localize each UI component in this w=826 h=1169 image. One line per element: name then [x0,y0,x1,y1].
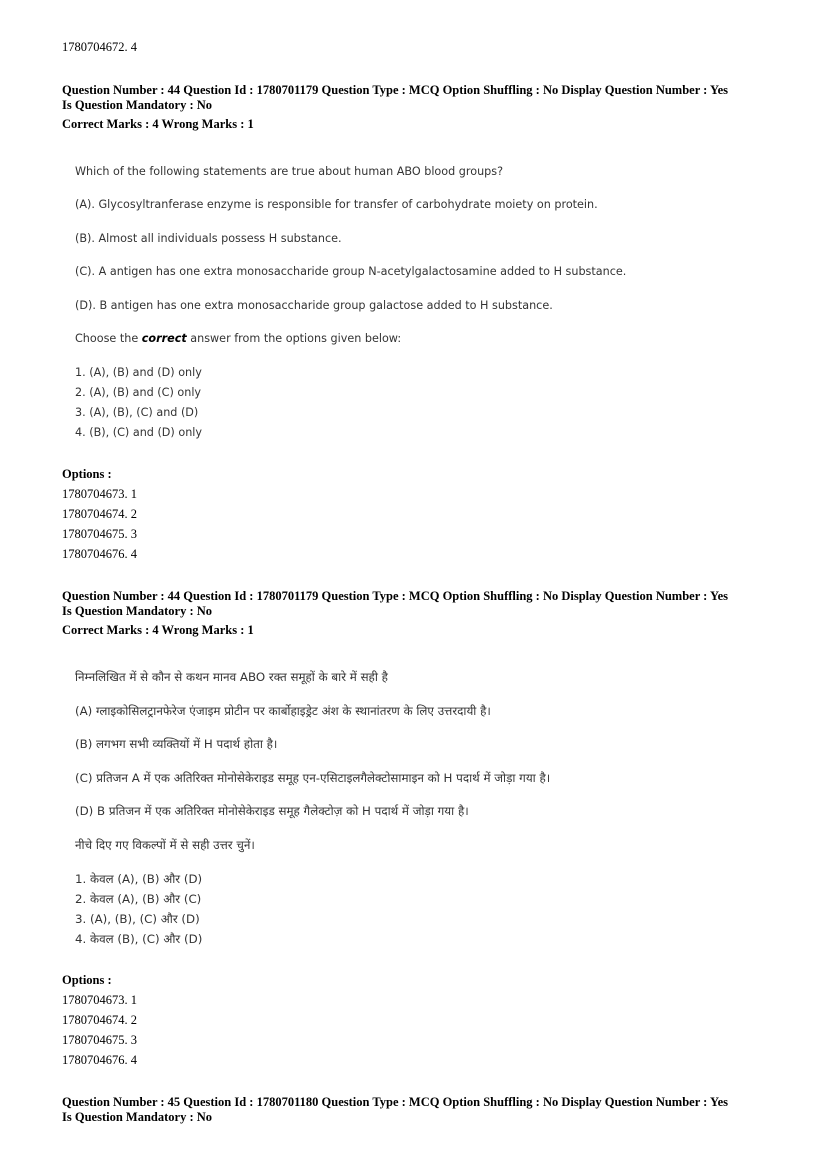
option-line: 1780704675. 3 [62,527,137,541]
option-line: 1780704676. 4 [62,1053,137,1067]
statement-c: (C) प्रतिजन A में एक अतिरिक्त मोनोसेकेराइड समूह एन-एसिटाइलगैलेक्टोसामाइन को H पदार्थ में जोड़ा गया है। [75,771,551,785]
choose-text-before: Choose the [75,332,142,345]
question-prompt: Which of the following statements are true about human ABO blood groups? [75,165,504,178]
question-prompt: निम्नलिखित में से कौन से कथन मानव ABO रक्त समूहों के बारे में सही है [75,670,388,684]
question-mandatory: Is Question Mandatory : No [62,604,213,618]
marks-line: Correct Marks : 4 Wrong Marks : 1 [62,117,254,131]
statement-d: (D). B antigen has one extra monosaccharide group galactose added to H substance. [75,299,553,312]
choose-text-after: answer from the options given below: [186,332,402,345]
option-line: 1780704675. 3 [62,1033,137,1047]
answer-choice-1: 1. केवल (A), (B) और (D) [75,872,203,886]
answer-choice-3: 3. (A), (B), (C) and (D) [75,406,199,419]
statement-b: (B) लगभग सभी व्यक्तियों में H पदार्थ होता है। [75,737,278,751]
statement-b: (B). Almost all individuals possess H substance. [75,232,342,245]
previous-option-line: 1780704672. 4 [62,40,137,54]
option-line: 1780704673. 1 [62,487,137,501]
options-label: Options : [62,467,112,481]
answer-choice-4: 4. (B), (C) and (D) only [75,426,203,439]
options-label: Options : [62,973,112,987]
option-line: 1780704674. 2 [62,507,137,521]
answer-choice-2: 2. (A), (B) and (C) only [75,386,202,399]
option-line: 1780704673. 1 [62,993,137,1007]
choose-instruction [75,332,401,345]
question-header: Question Number : 44 Question Id : 1780701179 Question Type : MCQ Option Shuffling : No Display Question Number : Yes [62,589,729,603]
answer-choice-3: 3. (A), (B), (C) और (D) [75,912,200,926]
choose-instruction: नीचे दिए गए विकल्पों में से सही उत्तर चुनें। [75,838,255,852]
option-line: 1780704674. 2 [62,1013,137,1027]
question-mandatory: Is Question Mandatory : No [62,1110,213,1124]
choose-emphasis: correct [141,332,187,345]
statement-c: (C). A antigen has one extra monosaccharide group N-acetylgalactosamine added to H substance. [75,265,627,278]
question-header: Question Number : 44 Question Id : 1780701179 Question Type : MCQ Option Shuffling : No Display Question Number : Yes [62,83,729,97]
question-header: Question Number : 45 Question Id : 1780701180 Question Type : MCQ Option Shuffling : No Display Question Number : Yes [62,1095,729,1109]
statement-a: (A). Glycosyltranferase enzyme is responsible for transfer of carbohydrate moiety on protein. [75,198,598,211]
option-line: 1780704676. 4 [62,547,137,561]
marks-line: Correct Marks : 4 Wrong Marks : 1 [62,623,254,637]
answer-choice-2: 2. केवल (A), (B) और (C) [75,892,202,906]
question-mandatory: Is Question Mandatory : No [62,98,213,112]
answer-choice-1: 1. (A), (B) and (D) only [75,366,202,379]
answer-choice-4: 4. केवल (B), (C) और (D) [75,932,203,946]
statement-d: (D) B प्रतिजन में एक अतिरिक्त मोनोसेकेराइड समूह गैलेक्टोज़ को H पदार्थ में जोड़ा गया है। [75,804,469,818]
statement-a: (A) ग्लाइकोसिलट्रानफेरेज एंजाइम प्रोटीन पर कार्बोहाइड्रेट अंश के स्थानांतरण के लिए उत्तरदायी है। [75,704,491,718]
